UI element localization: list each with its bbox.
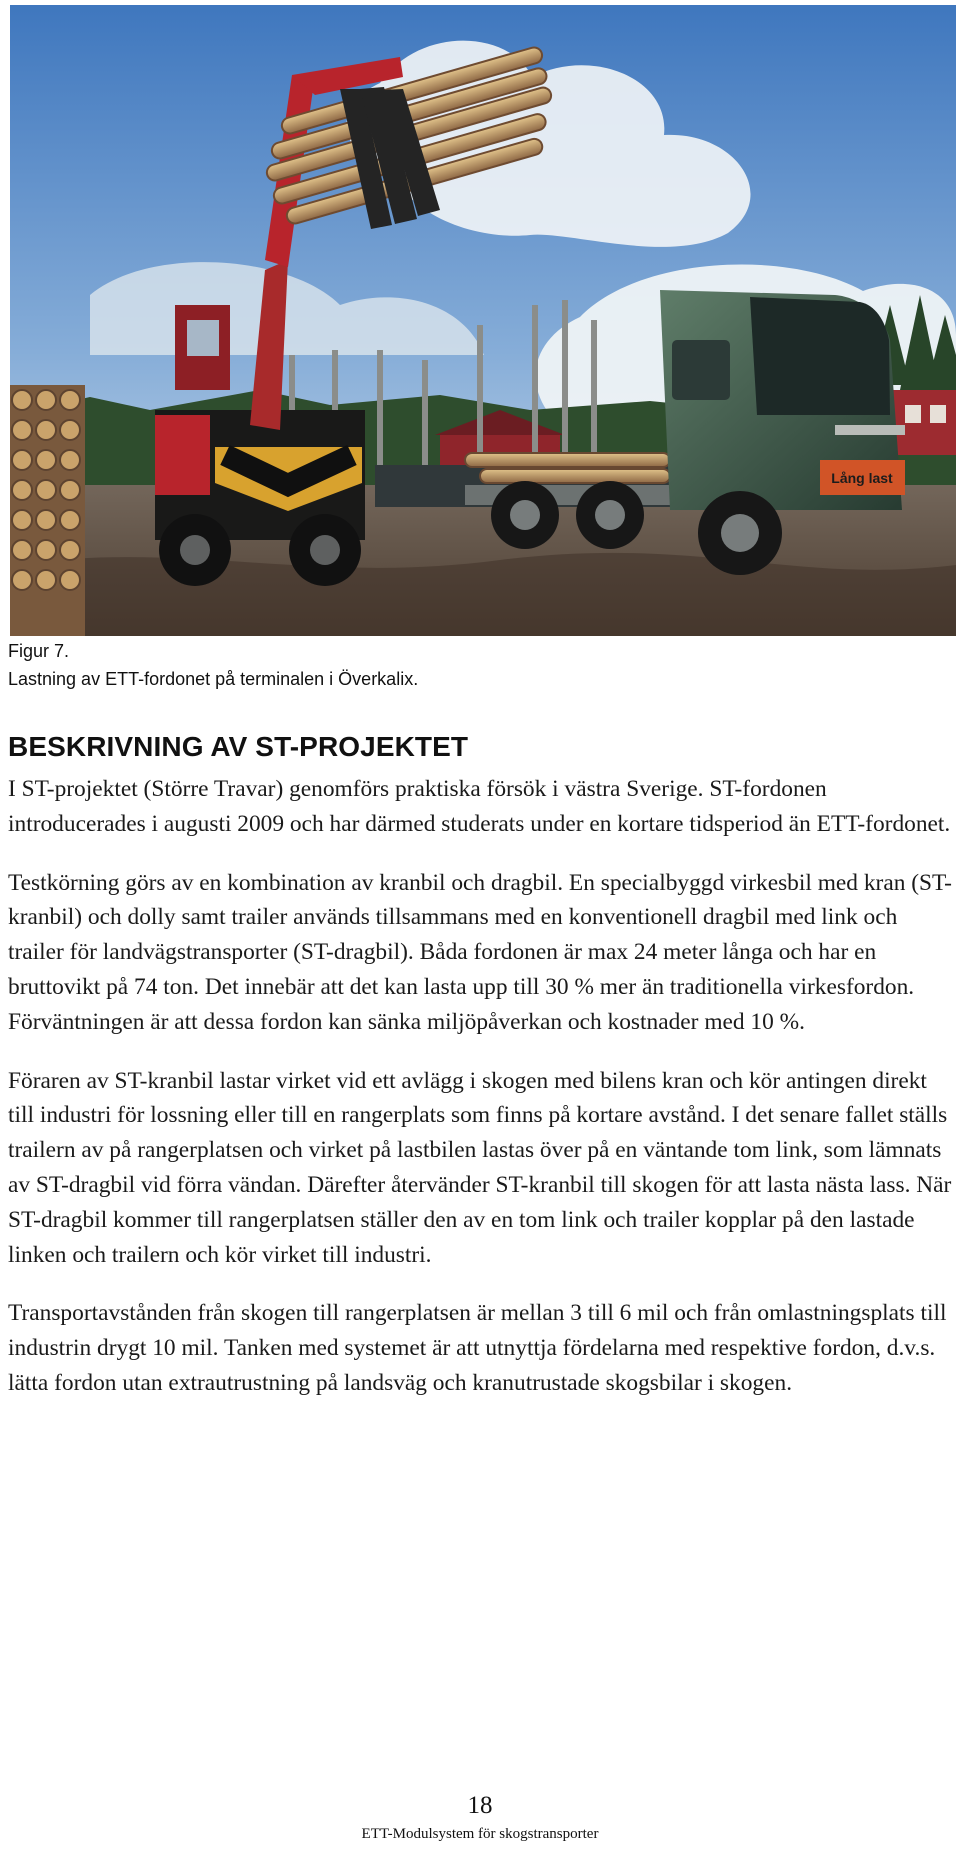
section-heading: BESKRIVNING AV ST-PROJEKTET (8, 731, 469, 762)
figure-caption (8, 637, 948, 693)
paragraph-4: Transportavstånden från skogen till rangerplatsen är mellan 3 till 6 mil och från omlastningsplats till industrin drygt 10 mil. Tanken med systemet är att utnyttja fördelarna med respektive fordon, d.v.s. lätta fordon utan extrautrustning på landsväg och kranutrustade skogsbilar i skogen. (8, 1300, 947, 1396)
page-number: 18 (467, 1792, 493, 1819)
long-load-sign: Lång last (831, 470, 893, 486)
figure-caption-text: Lastning av ETT-fordonet på terminalen i Överkalix. (8, 669, 419, 689)
log-truck-photo-illustration (10, 5, 956, 636)
figure-7-photo (10, 5, 956, 636)
paragraph-1: I ST-projektet (Större Travar) genomförs praktiska försök i västra Sverige. ST-fordonen introducerades i augusti 2009 och har därmed studerats under en kortare tidsperiod än ETT-fordonet. (8, 776, 951, 837)
figure-label: Figur 7. (8, 641, 70, 661)
paragraph-3: Föraren av ST-kranbil lastar virket vid ett avlägg i skogen med bilens kran och kör antingen direkt till industri för lossning eller till en rangerplats som finns på kortare avstånd. I det senare fallet ställs trailern av på rangerplatsen och virket på lastbilen lastas över på en väntande tom link, som lämnats av ST-dragbil vid förra vändan. Därefter återvänder ST-kranbil till skogen för att lasta nästa lass. När ST-dragbil kommer till rangerplatsen ställer den av en tom link och trailer kopplar på den lastade linken och trailern och kör virket till industri. (8, 1067, 952, 1268)
section-body (8, 772, 956, 1425)
footer-document-title: ETT-Modulsystem för skogstransporter (361, 1826, 599, 1842)
log-stack-left (10, 385, 85, 636)
paragraph-2: Testkörning görs av en kombination av kranbil och dragbil. En specialbyggd virkesbil med kran (ST-kranbil) och dolly samt trailer används tillsammans med en konventionell dragbil med link och trailer för landvägstransporter (ST-dragbil). Båda fordonen är max 24 meter långa och har en bruttovikt på 74 ton. Det innebär att det kan lasta upp till 30 % mer än traditionella virkesfordon. Förväntningen är att dessa fordon kan sänka miljöpåverkan och kostnader med 10 %. (8, 869, 952, 1035)
